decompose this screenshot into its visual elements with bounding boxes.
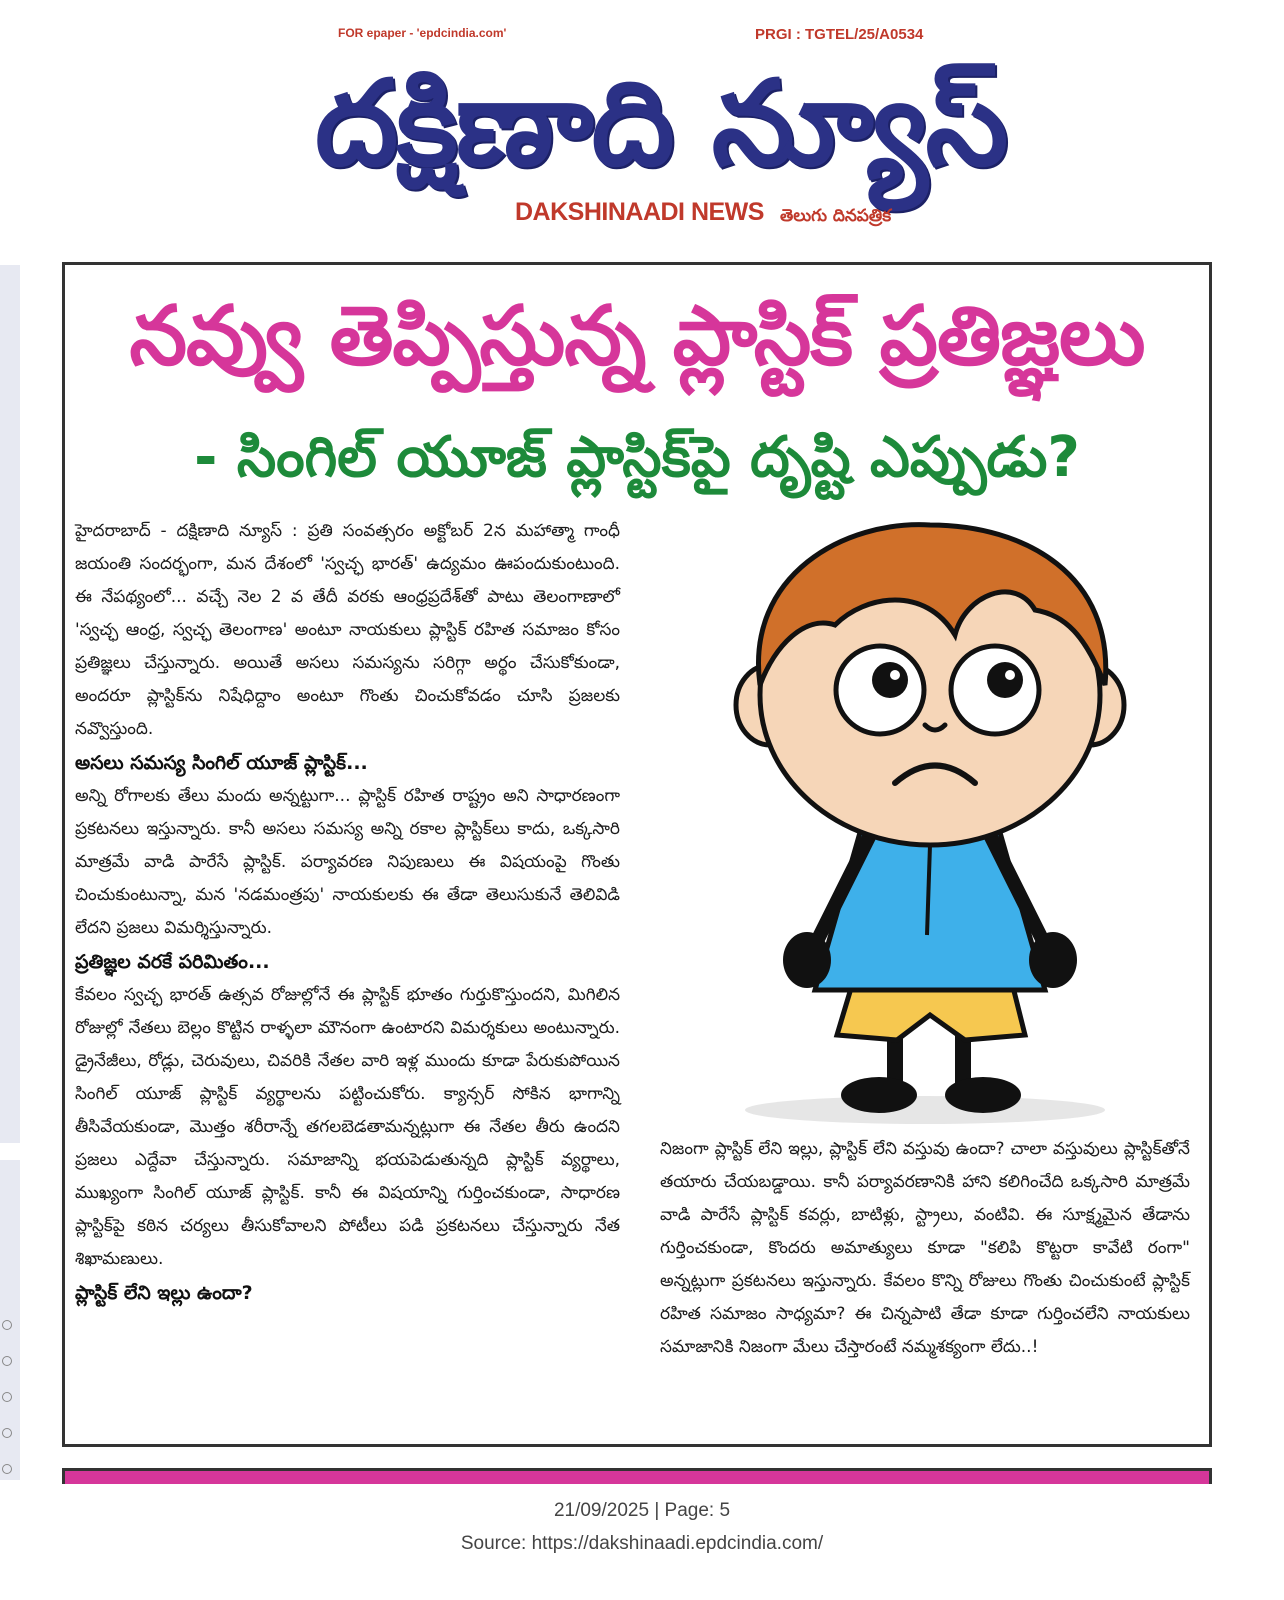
article-paragraph: హైదరాబాద్ - దక్షిణాది న్యూస్ : ప్రతి సంవత్సరం అక్టోబర్ 2న మహాత్మా గాంధీ జయంతి సందర్భంగా, మన దేశంలో 'స్వచ్ఛ భారత్' ఉద్యమం ఊపందుకుంటుంది. ఈ నేపథ్యంలో... వచ్చే నెల 2 వ తేదీ వరకు ఆంధ్రప్రదేశ్‌తో పాటు తెలంగాణాలో 'స్వచ్ఛ ఆంధ్ర, స్వచ్ఛ తెలంగాణ' అంటూ నాయకులు ప్లాస్టిక్ రహిత సమాజం కోసం ప్రతిజ్ఞలు చేస్తున్నారు. అయితే అసలు సమస్యను సరిగ్గా అర్థం చేసుకోకుండా, అందరూ ప్లాస్టిక్‌ను నిషేధిద్దాం అంటూ గొంతు చించుకోవడం చూసి ప్రజలకు నవ్వొస్తుంది. xyxy=(75,521,620,739)
article-subheadline: - సింగిల్ యూజ్ ప్లాస్టిక్‌పై దృష్టి ఎప్పుడు? xyxy=(194,425,1080,490)
article-paragraph: నిజంగా ప్లాస్టిక్ లేని ఇల్లు, ప్లాస్టిక్ లేని వస్తువు ఉందా? చాలా వస్తువులు ప్లాస్టిక్‌తోనే తయారు చేయబడ్డాయి. కానీ పర్యావరణానికి హాని కలిగించేది ఒక్కసారి మాత్రమే వాడి పారేసే ప్లాస్టిక్ కవర్లు, బాటిళ్లు, స్ట్రాలు, వంటివి. ఈ సూక్ష్మమైన తేడాను గుర్తించకుండా, కొందరు అమాత్యులు కూడా "కలిపి కొట్టరా కావేటి రంగా" అన్నట్లుగా ప్రకటనలు ఇస్తున్నారు. కేవలం కొన్ని రోజులు గొంతు చించుకుంటే ప్లాస్టిక్ రహిత సమాజం సాధ్యమా? ఈ చిన్నపాటి తేడా కూడా గుర్తించలేని నాయకులు సమాజానికి నిజంగా మేలు చేస్తారంటే నమ్మశక్యంగా లేదు..! xyxy=(660,1139,1190,1357)
section-heading: అసలు సమస్య సింగిల్ యూజ్ ప్లాస్టిక్... xyxy=(75,752,368,774)
adjacent-page-marks xyxy=(0,1320,12,1500)
article-paragraph: కేవలం స్వచ్ఛ భారత్ ఉత్సవ రోజుల్లోనే ఈ ప్లాస్టిక్ భూతం గుర్తుకొస్తుందని, మిగిలిన రోజుల్లో నేతలు బెల్లం కొట్టిన రాళ్ళలా మౌనంగా ఉంటారని విమర్శకులు అంటున్నారు. డ్రైనేజీలు, రోడ్లు, చెరువులు, చివరికి నేతల వారి ఇళ్ల ముందు కూడా పేరుకుపోయిన సింగిల్ యూజ్ ప్లాస్టిక్ వ్యర్థాలను పట్టించుకోరు. క్యాన్సర్ సోకిన భాగాన్ని తీసివేయకుండా, మొత్తం శరీరాన్నే తగలబెడతామన్నట్లుగా ఈ నేతల తీరు ఉందని ప్రజలు ఎద్దేవా చేస్తున్నారు. సమాజాన్ని భయపెడుతున్నది ప్లాస్టిక్ వ్యర్థాలు, ముఖ్యంగా సింగిల్ యూజ్ ప్లాస్టిక్. కానీ ఈ విషయాన్ని గుర్తించకుండా, సాధారణ ప్లాస్టిక్‌పై కఠిన చర్యలు తీసుకోవాలని పోటీలు పడి ప్రకటనలు చేస్తున్నారు నేత శిఖామణులు. xyxy=(75,985,620,1269)
article-right-column xyxy=(660,1133,1190,1364)
prgi-number: PRGI : TGTEL/25/A0534 xyxy=(755,26,924,43)
article-paragraph: అన్ని రోగాలకు తేలు మందు అన్నట్టుగా... ప్లాస్టిక్ రహిత రాష్ట్రం అని సాధారణంగా ప్రకటనలు ఇస్తున్నారు. కానీ అసలు సమస్య అన్ని రకాల ప్లాస్టిక్‌లు కాదు, ఒక్కసారి మాత్రమే వాడి పారేసే ప్లాస్టిక్. పర్యావరణ నిపుణులు ఈ విషయంపై గొంతు చించుకుంటున్నా, మన 'నడమంత్రపు' నాయకులకు ఈ తేడా తెలుసుకునే తెలివిడి లేదని ప్రజలు విమర్శిస్తున్నారు. xyxy=(75,786,620,938)
adjacent-page-edge xyxy=(0,265,20,1143)
masthead xyxy=(315,18,1007,243)
newspaper-title-english: DAKSHINAADI NEWS xyxy=(515,198,764,226)
source-link[interactable]: Source: https://dakshinaadi.epdcindia.com/ xyxy=(460,1533,824,1554)
sad-boy-cartoon-illustration xyxy=(665,515,1185,1127)
section-heading: ప్రతిజ్ఞల వరకే పరిమితం... xyxy=(75,951,270,973)
next-article-strip xyxy=(62,1468,1212,1484)
article-headline: నవ్వు తెప్పిస్తున్న ప్లాస్టిక్ ప్రతిజ్ఞలు xyxy=(129,289,1145,384)
page-date-info: 21/09/2025 | Page: 5 xyxy=(553,1500,731,1521)
article-left-column xyxy=(75,515,620,1310)
article-frame xyxy=(62,262,1212,1447)
section-heading: ప్లాస్టిక్ లేని ఇల్లు ఉందా? xyxy=(75,1282,253,1304)
epaper-note: FOR epaper - 'epdcindia.com' xyxy=(338,26,507,40)
newspaper-tagline: తెలుగు దినపత్రిక xyxy=(780,206,892,226)
newspaper-title: దక్షిణాది న్యూస్ xyxy=(315,54,1007,192)
